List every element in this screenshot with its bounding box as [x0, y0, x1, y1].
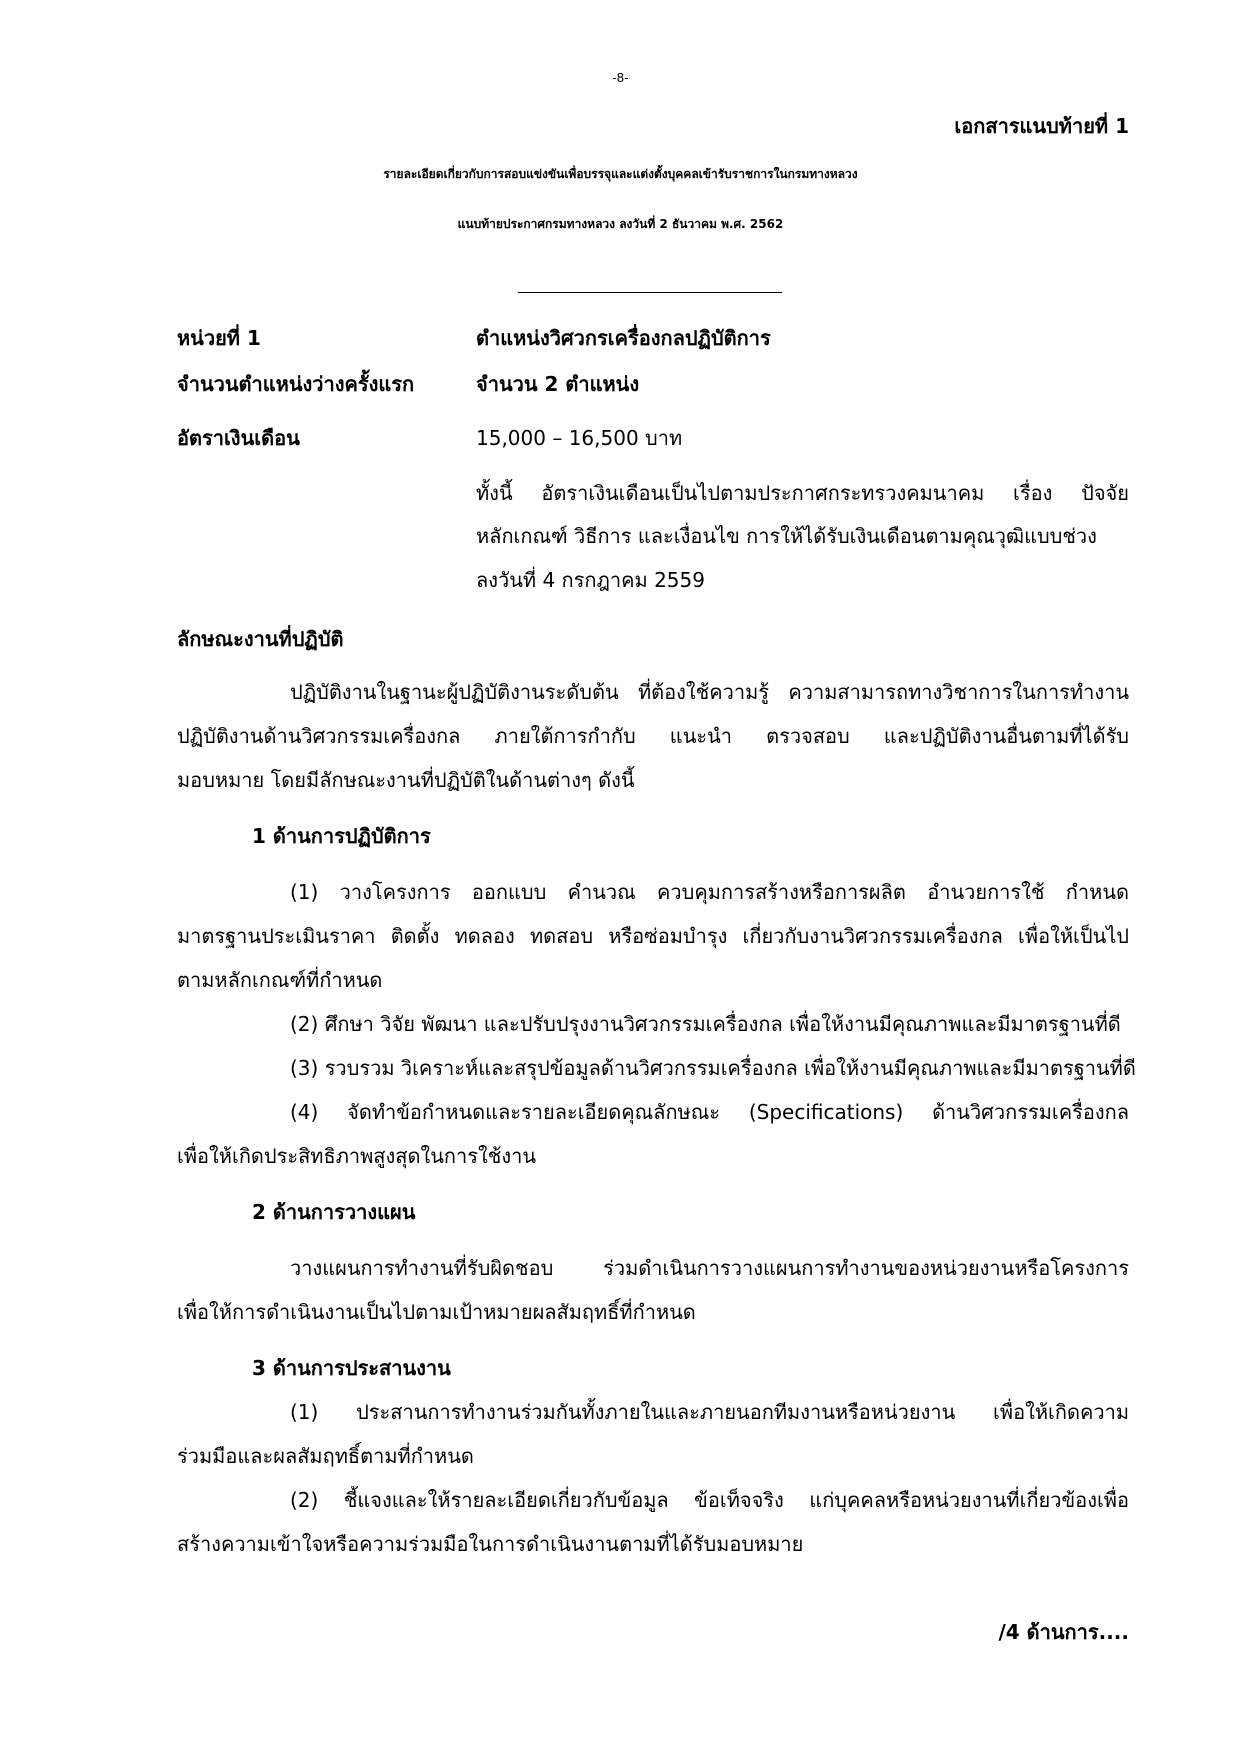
coordination-item-2: สร้างความเข้าใจหรือความร่วมมือในการดำเนินงานตามที่ได้รับมอบหมาย [177, 1532, 804, 1556]
salary-note-date: ลงวันที่ 4 กรกฎาคม 2559 [476, 568, 705, 592]
duties-intro: ปฏิบัติงานในฐานะผู้ปฏิบัติงานระดับต้น ที่ต้องใช้ความรู้ ความสามารถทางวิชาการในการทำงาน [290, 680, 1129, 704]
operations-item-3: (3) รวบรวม วิเคราะห์และสรุปข้อมูลด้านวิศวกรรมเครื่องกล เพื่อให้งานมีคุณภาพและมีมาตรฐานที่ดี [290, 1056, 1136, 1080]
operations-item-1: ตามหลักเกณฑ์ที่กำหนด [177, 968, 383, 992]
coordination-item-1: ร่วมมือและผลสัมฤทธิ์ตามที่กำหนด [177, 1444, 474, 1468]
operations-item-2: (2) ศึกษา วิจัย พัฒนา และปรับปรุงงานวิศวกรรมเครื่องกล เพื่อให้งานมีคุณภาพและมีมาตรฐานที่ดี [290, 1012, 1121, 1036]
salary-range: 15,000 – 16,500 บาท [476, 426, 683, 450]
document-title: รายละเอียดเกี่ยวกับการสอบแข่งขันเพื่อบรรจุและแต่งตั้งบุคคลเข้ารับราชการในกรมทางหลวง [383, 167, 858, 181]
unit-label: หน่วยที่ 1 [177, 326, 261, 350]
planning-paragraph: วางแผนการทำงานที่รับผิดชอบ ร่วมดำเนินการวางแผนการทำงานของหน่วยงานหรือโครงการ [290, 1256, 1129, 1280]
section-heading-planning: 2 ด้านการวางแผน [252, 1200, 416, 1224]
operations-item-1: มาตรฐานประเมินราคา ติดตั้ง ทดลอง ทดสอบ หรือซ่อมบำรุง เกี่ยวกับงานวิศวกรรมเครื่องกล เพื่อให้เป็นไป [177, 924, 1129, 948]
vacancy-label: จำนวนตำแหน่งว่างครั้งแรก [177, 372, 415, 396]
operations-item-4: เพื่อให้เกิดประสิทธิภาพสูงสุดในการใช้งาน [177, 1144, 536, 1168]
duties-intro: ปฏิบัติงานด้านวิศวกรรมเครื่องกล ภายใต้การกำกับ แนะนำ ตรวจสอบ และปฏิบัติงานอื่นตามที่ได้รับ [177, 724, 1129, 748]
document-subtitle: แนบท้ายประกาศกรมทางหลวง ลงวันที่ 2 ธันวาคม พ.ศ. 2562 [457, 217, 784, 231]
attachment-label: เอกสารแนบท้ายที่ 1 [954, 114, 1129, 138]
operations-item-4: (4) จัดทำข้อกำหนดและรายละเอียดคุณลักษณะ (Specifications) ด้านวิศวกรรมเครื่องกล [290, 1100, 1129, 1124]
section-heading-operations: 1 ด้านการปฏิบัติการ [252, 824, 431, 848]
salary-note: ทั้งนี้ อัตราเงินเดือนเป็นไปตามประกาศกระทรวงคมนาคม เรื่อง ปัจจัย [476, 481, 1129, 505]
page-number: -8- [612, 71, 629, 85]
duties-intro: มอบหมาย โดยมีลักษณะงานที่ปฏิบัติในด้านต่างๆ ดังนี้ [177, 768, 635, 792]
coordination-item-2: (2) ชี้แจงและให้รายละเอียดเกี่ยวกับข้อมูล ข้อเท็จจริง แก่บุคคลหรือหน่วยงานที่เกี่ยวข้องเพื่อ [290, 1488, 1129, 1512]
coordination-item-1: (1) ประสานการทำงานร่วมกันทั้งภายในและภายนอกทีมงานหรือหน่วยงาน เพื่อให้เกิดความ [290, 1400, 1129, 1424]
planning-paragraph: เพื่อให้การดำเนินงานเป็นไปตามเป้าหมายผลสัมฤทธิ์ที่กำหนด [177, 1300, 696, 1324]
salary-label: อัตราเงินเดือน [177, 426, 300, 450]
vacancy-count: จำนวน 2 ตำแหน่ง [476, 372, 640, 396]
operations-item-1: (1) วางโครงการ ออกแบบ คำนวณ ควบคุมการสร้างหรือการผลิต อำนวยการใช้ กำหนด [290, 880, 1129, 904]
position-name: ตำแหน่งวิศวกรเครื่องกลปฏิบัติการ [476, 326, 771, 350]
continuation-marker: /4 ด้านการ.... [998, 1620, 1129, 1644]
section-heading-coordination: 3 ด้านการประสานงาน [252, 1356, 451, 1380]
duties-heading: ลักษณะงานที่ปฏิบัติ [177, 627, 344, 651]
title-divider [518, 292, 782, 293]
salary-note: หลักเกณฑ์ วิธีการ และเงื่อนไข การให้ได้รับเงินเดือนตามคุณวุฒิแบบช่วง [476, 524, 1097, 548]
